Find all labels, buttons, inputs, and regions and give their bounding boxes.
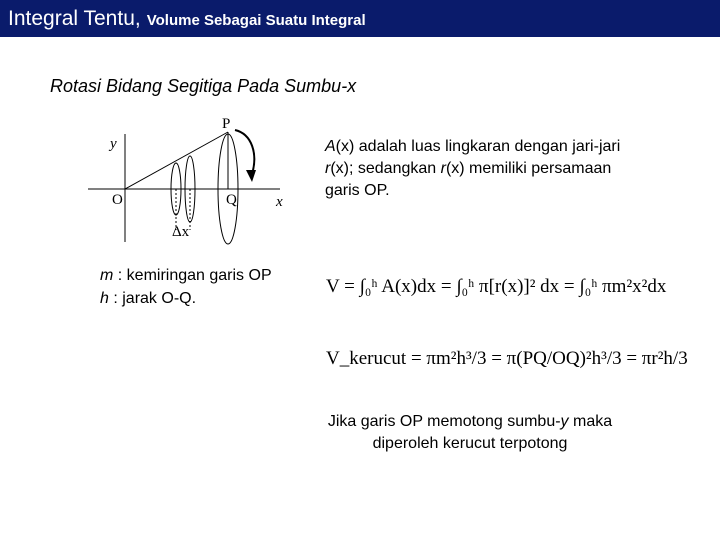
- description-text: [325, 136, 625, 202]
- desc-x1: (x): [335, 138, 355, 155]
- rotation-arrowhead: [246, 170, 256, 182]
- label-x: x: [276, 194, 283, 210]
- rotation-arrow: [235, 130, 254, 174]
- rotation-diagram: [80, 112, 320, 252]
- label-p: P: [222, 116, 231, 132]
- desc-x3: (x): [445, 160, 465, 177]
- definition-h: [100, 287, 272, 310]
- label-delta-x: Δx: [172, 224, 190, 240]
- conclusion-text2: maka: [568, 413, 613, 430]
- desc-text2: ; sedangkan: [348, 160, 441, 177]
- kerucut-formula: V_kerucut = πm²h³/3 = π(PQ/OQ)²h³/3 = πr²h/3: [326, 348, 688, 369]
- conclusion-text: [310, 411, 630, 455]
- title-bar: [0, 0, 720, 37]
- def-m-symbol: m: [100, 267, 114, 284]
- def-h-symbol: h: [100, 290, 109, 307]
- label-q: Q: [226, 192, 237, 208]
- conclusion-text1: Jika garis OP memotong sumbu-: [327, 413, 561, 430]
- volume-formula: V = ∫₀ʰ A(x)dx = ∫₀ʰ π[r(x)]² dx = ∫₀ʰ πm²x²dx: [326, 276, 667, 297]
- conclusion-line2: diperoleh kerucut terpotong: [372, 435, 568, 452]
- desc-r1: r: [325, 160, 331, 177]
- desc-x2: (x): [330, 160, 349, 177]
- def-h-text: : jarak O-Q.: [108, 290, 197, 307]
- desc-a: A: [325, 138, 336, 155]
- desc-text1: adalah luas lingkaran dengan jari-jari: [354, 138, 621, 155]
- definition-m: [100, 264, 272, 287]
- rotation-diagram-svg: [80, 112, 320, 252]
- conclusion-y: y: [560, 413, 569, 430]
- label-o: O: [112, 192, 123, 208]
- section-title: Rotasi Bidang Segitiga Pada Sumbu-x: [50, 76, 357, 96]
- definitions: [100, 264, 272, 310]
- desc-text3: memiliki persamaan garis OP.: [325, 160, 612, 199]
- def-m-text: : kemiringan garis OP: [113, 267, 272, 284]
- line-op: [125, 132, 228, 189]
- page-title: Integral Tentu,: [8, 7, 141, 30]
- page-subtitle: Volume Sebagai Suatu Integral: [146, 12, 366, 29]
- label-y: y: [110, 136, 117, 152]
- desc-r2: r: [440, 160, 446, 177]
- conclusion-line1: [310, 411, 630, 433]
